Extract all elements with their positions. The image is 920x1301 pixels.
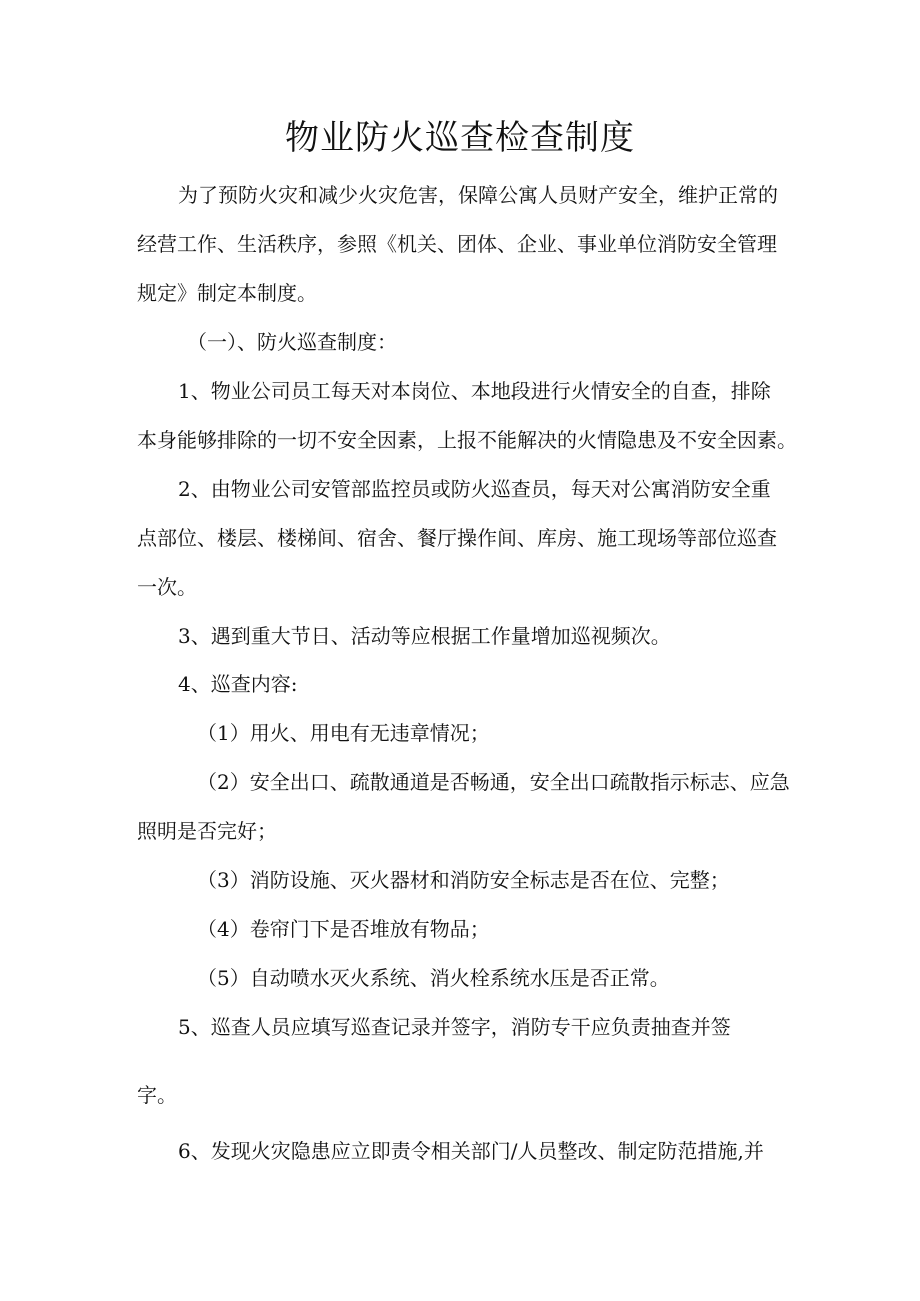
paragraph-line: 点部位、楼层、楼梯间、宿舍、餐厅操作间、库房、施工现场等部位巡查 xyxy=(137,526,777,550)
paragraph-line: 3、遇到重大节日、活动等应根据工作量增加巡视频次。 xyxy=(178,624,671,648)
paragraph-line: 字。 xyxy=(137,1083,177,1107)
list-item-continuation: 照明是否完好； xyxy=(137,819,277,843)
paragraph-line: 6、发现火灾隐患应立即责令相关部门/人员整改、制定防范措施,并 xyxy=(178,1139,764,1163)
paragraph-line: 2、由物业公司安管部监控员或防火巡查员，每天对公寓消防安全重 xyxy=(178,477,771,501)
list-item: （3）消防设施、灭火器材和消防安全标志是否在位、完整； xyxy=(197,868,730,892)
paragraph-line: 规定》制定本制度。 xyxy=(137,281,317,305)
section-heading: （一）、防火巡查制度： xyxy=(187,330,397,354)
paragraph-line: 5、巡查人员应填写巡查记录并签字，消防专干应负责抽查并签 xyxy=(178,1015,731,1039)
document-title: 物业防火巡查检查制度 xyxy=(285,118,635,158)
paragraph-line: 本身能够排除的一切不安全因素，上报不能解决的火情隐患及不安全因素。 xyxy=(137,428,797,452)
paragraph-line: 经营工作、生活秩序，参照《机关、团体、企业、事业单位消防安全管理 xyxy=(137,232,777,256)
paragraph-line: 1、物业公司员工每天对本岗位、本地段进行火情安全的自查，排除 xyxy=(178,379,771,403)
paragraph-line: 为了预防火灾和减少火灾危害，保障公寓人员财产安全，维护正常的 xyxy=(178,183,778,207)
paragraph-line: 一次。 xyxy=(137,575,197,599)
list-item: （1）用火、用电有无违章情况； xyxy=(197,721,490,745)
paragraph-line: 4、巡查内容: xyxy=(178,672,298,696)
list-item: （5）自动喷水灭火系统、消火栓系统水压是否正常。 xyxy=(197,966,670,990)
list-item: （2）安全出口、疏散通道是否畅通，安全出口疏散指示标志、应急 xyxy=(197,770,790,794)
list-item: （4）卷帘门下是否堆放有物品； xyxy=(197,917,490,941)
